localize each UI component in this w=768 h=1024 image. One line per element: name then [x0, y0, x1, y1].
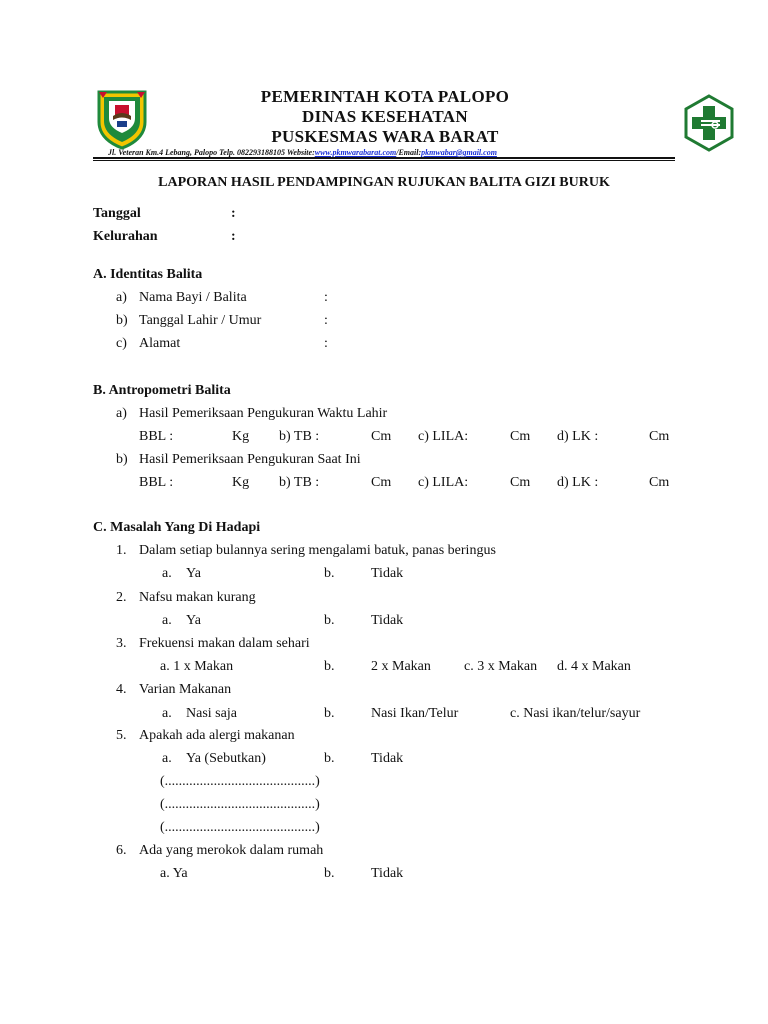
option-tidak: Tidak	[371, 866, 404, 881]
kelurahan-label: Kelurahan	[93, 229, 158, 244]
option-tidak: Tidak	[371, 613, 404, 628]
allergy-blank-line[interactable]: (...........................................)	[160, 820, 320, 835]
option-4x: d. 4 x Makan	[557, 659, 631, 674]
header-rule-thick	[93, 157, 675, 159]
bbl-label: BBL :	[139, 429, 174, 444]
option-nasi-ikan-telur-sayur: c. Nasi ikan/telur/sayur	[510, 706, 641, 721]
cm-unit: Cm	[649, 475, 670, 490]
option-marker: a.	[162, 613, 172, 628]
question-number: 3.	[116, 636, 127, 651]
puskesmas-cross-icon	[682, 94, 736, 152]
lk-label: d) LK :	[557, 475, 599, 490]
pengukuran-lahir-label: Hasil Pemeriksaan Pengukuran Waktu Lahir	[139, 406, 388, 421]
tb-label: b) TB :	[279, 475, 320, 490]
option-marker: b.	[324, 613, 335, 628]
list-item-marker: a)	[116, 406, 127, 421]
option-marker: b.	[324, 866, 335, 881]
lila-label: c) LILA:	[418, 475, 469, 490]
allergy-blank-line[interactable]: (...........................................)	[160, 774, 320, 789]
option-marker: a.	[162, 751, 172, 766]
question-text: Varian Makanan	[139, 682, 232, 697]
option-nasi-saja: Nasi saja	[186, 706, 237, 721]
option-tidak: Tidak	[371, 566, 404, 581]
tanggal-lahir-colon: :	[324, 313, 328, 328]
website-link[interactable]: www.pkmwarabarat.com	[314, 148, 397, 157]
address-text: Jl. Veteran Km.4 Lebang, Palopo Telp. 082293188105 Website:	[108, 148, 315, 157]
question-number: 6.	[116, 843, 127, 858]
list-item-marker: b)	[116, 452, 128, 467]
cm-unit: Cm	[371, 475, 392, 490]
lk-label: d) LK :	[557, 429, 599, 444]
nama-balita-label: Nama Bayi / Balita	[139, 290, 247, 305]
list-item-marker: a)	[116, 290, 127, 305]
nama-balita-colon: :	[324, 290, 328, 305]
option-2x: 2 x Makan	[371, 659, 431, 674]
option-ya-sebutkan: Ya (Sebutkan)	[186, 751, 266, 766]
tanggal-colon: :	[231, 206, 236, 221]
list-item-marker: b)	[116, 313, 128, 328]
option-tidak: Tidak	[371, 751, 404, 766]
question-text: Nafsu makan kurang	[139, 590, 256, 605]
alamat-colon: :	[324, 336, 328, 351]
tb-label: b) TB :	[279, 429, 320, 444]
allergy-blank-line[interactable]: (...........................................)	[160, 797, 320, 812]
question-number: 2.	[116, 590, 127, 605]
tanggal-label: Tanggal	[93, 206, 141, 221]
option-1x: a. 1 x Makan	[160, 659, 234, 674]
header-line-government: PEMERINTAH KOTA PALOPO	[260, 87, 510, 106]
header-line-department: DINAS KESEHATAN	[302, 107, 468, 126]
question-number: 4.	[116, 682, 127, 697]
option-marker: b.	[324, 659, 335, 674]
bbl-label: BBL :	[139, 475, 174, 490]
email-link[interactable]: pkmwabar@gmail.com	[421, 148, 497, 157]
option-ya: Ya	[186, 566, 201, 581]
kelurahan-colon: :	[231, 229, 236, 244]
section-c-heading: C. Masalah Yang Di Hadapi	[93, 520, 261, 535]
cm-unit: Cm	[371, 429, 392, 444]
section-b-heading: B. Antropometri Balita	[93, 383, 231, 398]
email-label: /Email:	[396, 148, 422, 157]
question-number: 5.	[116, 728, 127, 743]
option-marker: b.	[324, 706, 335, 721]
cm-unit: Cm	[510, 475, 531, 490]
section-a-heading: A. Identitas Balita	[93, 267, 203, 282]
question-text: Frekuensi makan dalam sehari	[139, 636, 310, 651]
option-ya: Ya	[186, 613, 201, 628]
city-coat-of-arms-icon	[95, 88, 149, 150]
kg-unit: Kg	[232, 429, 250, 444]
option-marker: b.	[324, 566, 335, 581]
header-line-puskesmas: PUSKESMAS WARA BARAT	[271, 127, 499, 146]
lila-label: c) LILA:	[418, 429, 469, 444]
tanggal-lahir-label: Tanggal Lahir / Umur	[139, 313, 262, 328]
cm-unit: Cm	[649, 429, 670, 444]
alamat-label: Alamat	[139, 336, 181, 351]
question-text: Dalam setiap bulannya sering mengalami batuk, panas beringus	[139, 543, 496, 558]
option-nasi-ikan-telur: Nasi Ikan/Telur	[371, 706, 459, 721]
cm-unit: Cm	[510, 429, 531, 444]
question-text: Ada yang merokok dalam rumah	[139, 843, 324, 858]
document-title: LAPORAN HASIL PENDAMPINGAN RUJUKAN BALITA GIZI BURUK	[158, 175, 610, 190]
option-marker: a.	[162, 706, 172, 721]
question-text: Apakah ada alergi makanan	[139, 728, 295, 743]
option-ya: a. Ya	[160, 866, 188, 881]
list-item-marker: c)	[116, 336, 127, 351]
kg-unit: Kg	[232, 475, 250, 490]
header-address	[108, 148, 497, 157]
option-marker: a.	[162, 566, 172, 581]
header-rule-thin	[93, 160, 675, 161]
question-number: 1.	[116, 543, 127, 558]
option-3x: c. 3 x Makan	[464, 659, 538, 674]
pengukuran-saat-ini-label: Hasil Pemeriksaan Pengukuran Saat Ini	[139, 452, 361, 467]
option-marker: b.	[324, 751, 335, 766]
